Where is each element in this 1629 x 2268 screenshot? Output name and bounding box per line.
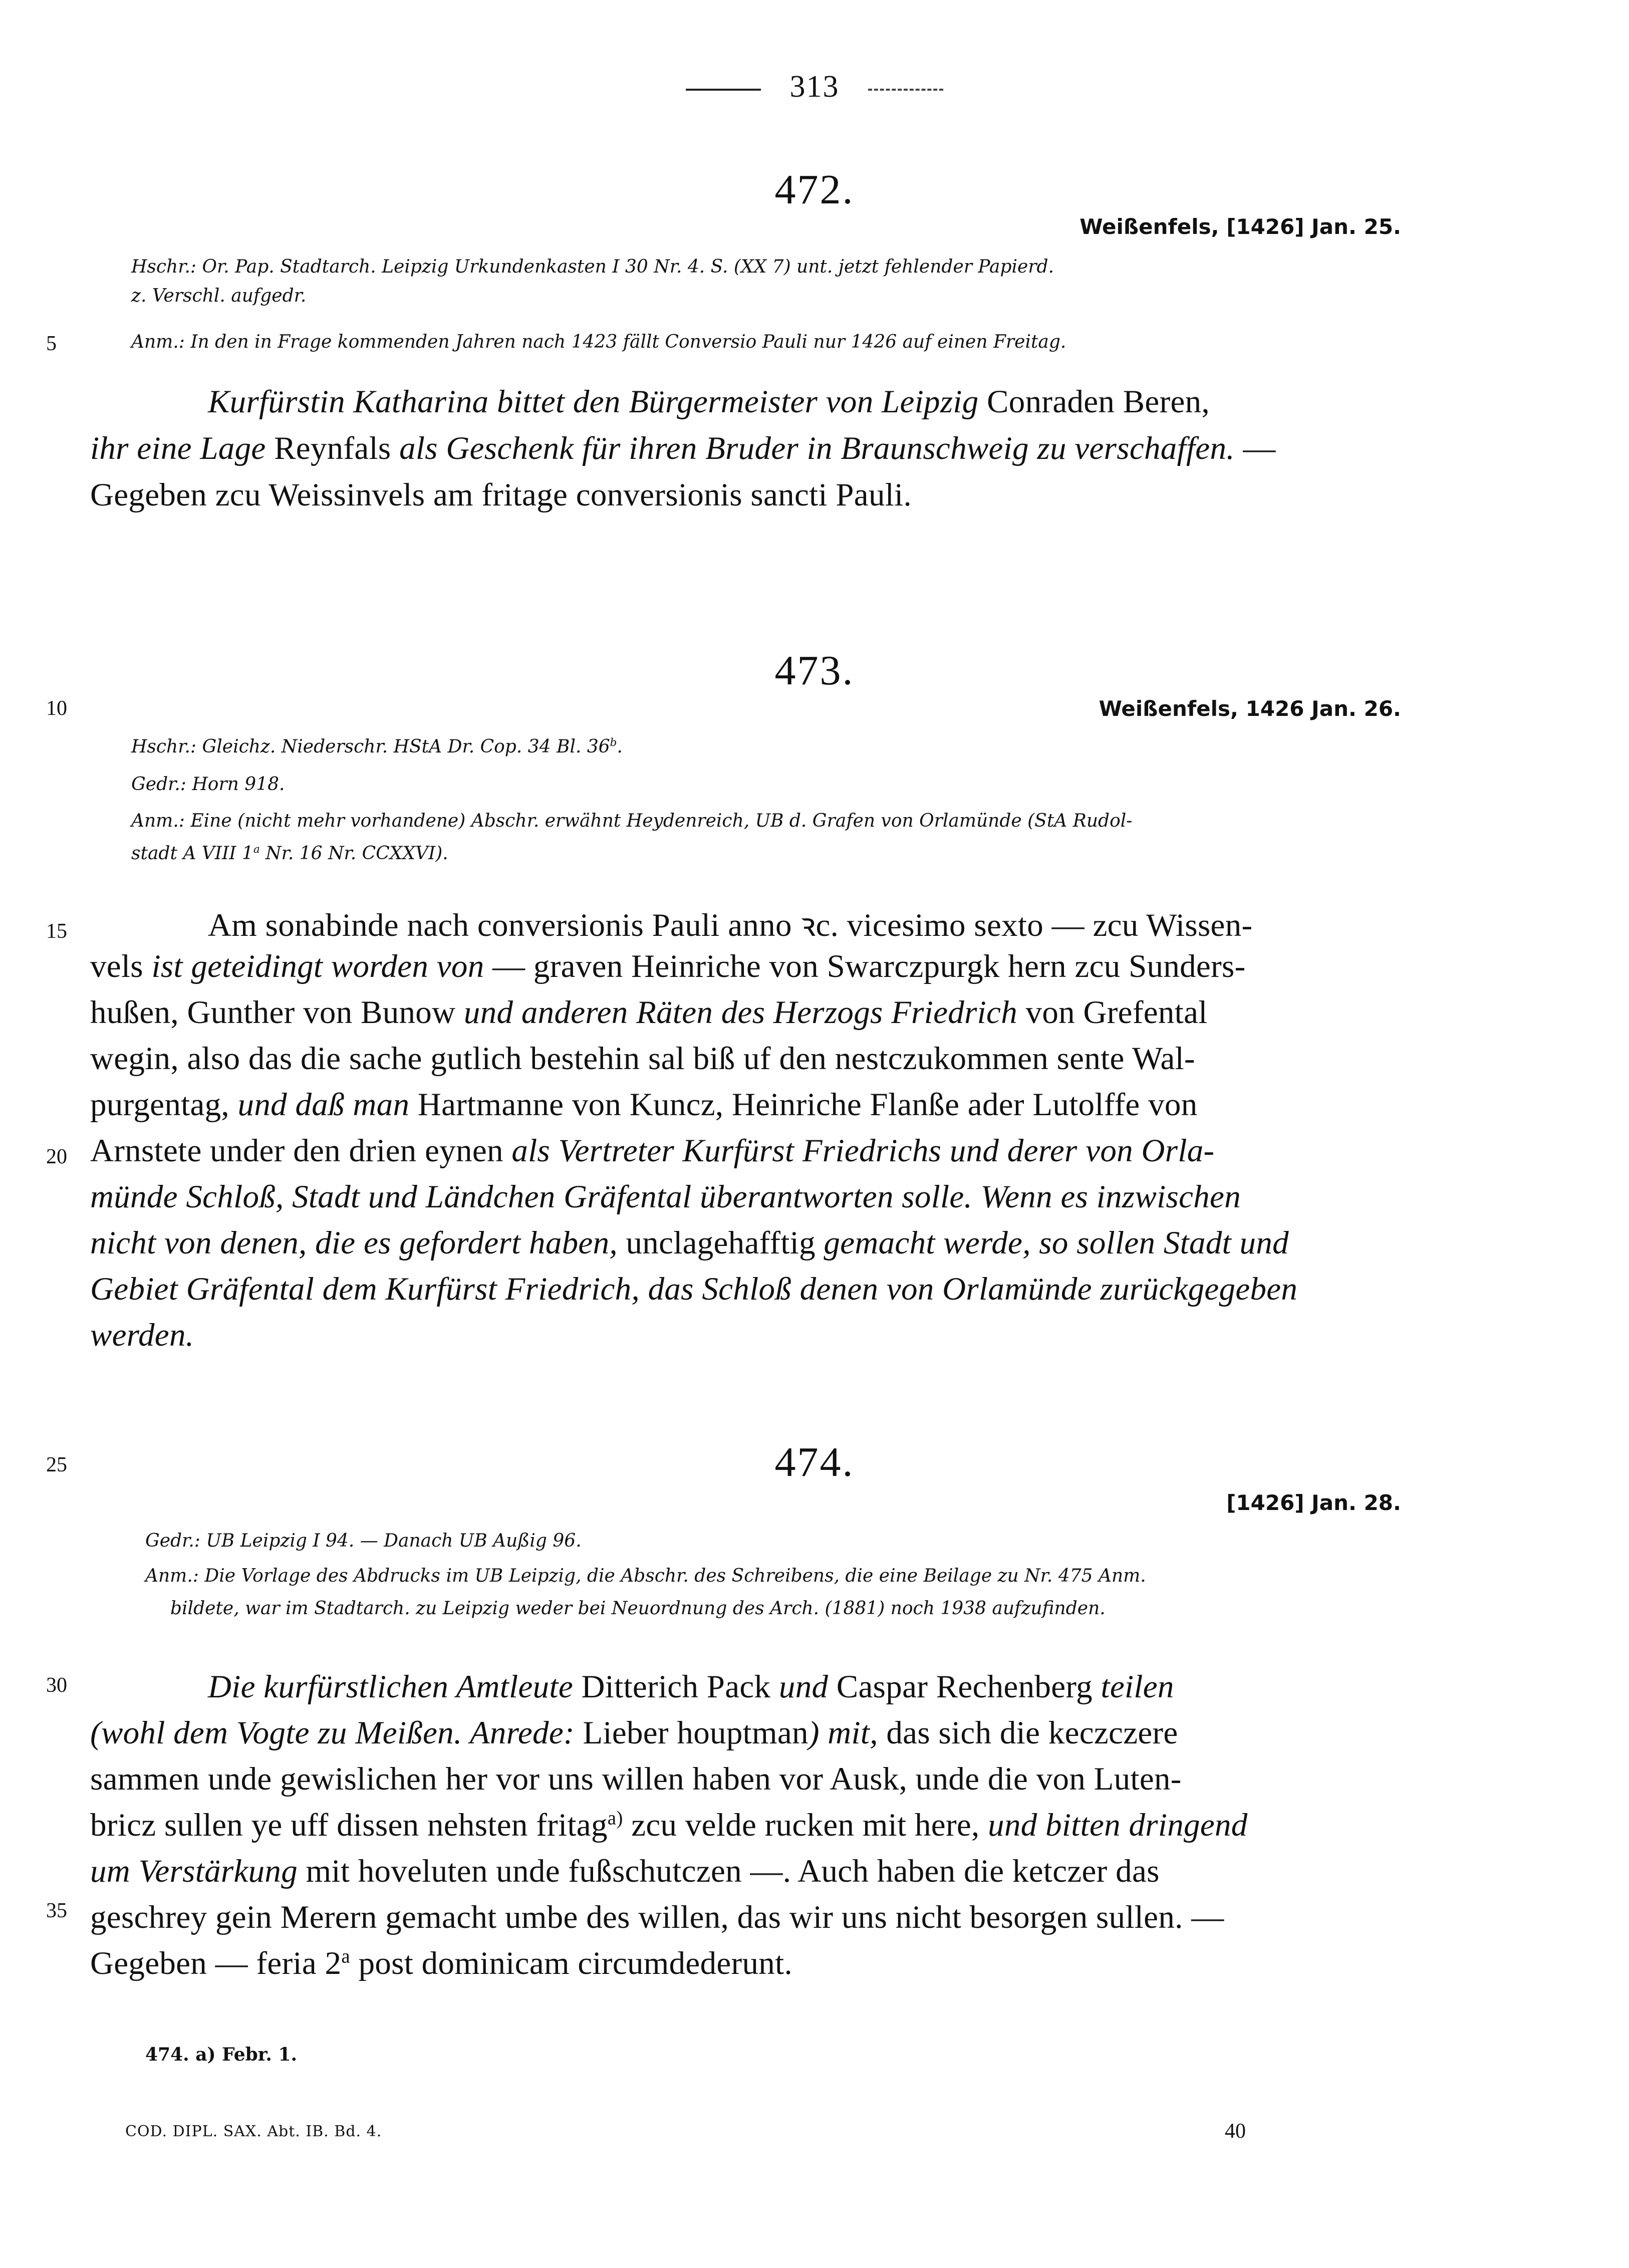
doc474-line-1-seg-2: Ditterich Pack [573, 1669, 779, 1705]
doc473-line-8-seg-3: gemacht werde, so sollen Stadt und [824, 1225, 1289, 1261]
doc-473-dateline: Weißenfels, 1426 Jan. 26. [1099, 696, 1401, 721]
doc-472-dateline: Weißenfels, [1426] Jan. 25. [1079, 214, 1401, 239]
doc472-line-3-seg-1: Gegeben zcu Weissinvels am fritage conversionis sancti Pauli. [90, 477, 912, 513]
doc-473-number: 473. [774, 647, 855, 694]
doc472-line-1-seg-1: Kurfürstin Katharina bittet den Bürgermeister von Leipzig [208, 384, 987, 420]
doc473-line-4 [90, 1040, 1195, 1078]
doc474-line-4 [90, 1807, 1248, 1844]
doc472-line-2-seg-2: Reynfals [274, 430, 400, 466]
doc473-line-2-seg-1: vels [90, 948, 152, 984]
doc473-line-3-seg-2: und anderen Räten des Herzogs Friedrich [463, 994, 1017, 1031]
footnote-text: 474. a) Febr. 1. [145, 2044, 298, 2065]
doc474-line-3-seg-1: sammen unde gewislichen her vor uns willen haben vor Ausk, unde die von Luten- [90, 1761, 1182, 1797]
doc474-line-5 [90, 1853, 1160, 1890]
line-number-30: 30 [46, 1674, 67, 1697]
doc-473-note-1-sup: b [610, 736, 617, 749]
doc474-line-6 [90, 1899, 1224, 1936]
doc474-line-5-seg-1: um Verstärkung [90, 1853, 298, 1889]
doc474-line-2-seg-3: ) mit, [808, 1715, 878, 1751]
page-number: 313 [789, 70, 840, 104]
doc474-line-1-seg-3: und [778, 1669, 829, 1705]
doc474-line-2-seg-4: das sich die keczczere [878, 1715, 1178, 1751]
doc-473-note-4: stadt A VIII 1$^a$ Nr. 16 Nr. CCXXVI). [131, 843, 448, 864]
doc-473-note-4-sup: a [253, 843, 260, 856]
doc474-line-1 [208, 1668, 1174, 1706]
doc473-line-2-seg-2: ist geteidingt worden von [151, 948, 484, 984]
doc472-line-1 [208, 383, 1210, 421]
line-number-5: 5 [46, 332, 57, 355]
doc-472-note-2: z. Verschl. aufgedr. [131, 286, 307, 306]
doc-473-note-1: Hschr.: Gleichz. Niederschr. HStA Dr. Cop. 34 Bl. 36$^b$. [131, 736, 623, 757]
doc472-line-2-seg-1: ihr eine Lage [90, 430, 275, 466]
line-number-15: 15 [46, 920, 67, 943]
line-number-10: 10 [46, 697, 67, 720]
doc473-line-10 [90, 1317, 194, 1354]
doc472-line-2-seg-4: — [1234, 430, 1276, 466]
doc473-line-8-seg-2: unclagehafftig [617, 1225, 824, 1261]
doc473-line-5-seg-3: Hartmanne von Kuncz, Heinriche Flanße ader Lutolffe von [409, 1087, 1198, 1123]
doc473-line-10-seg-1: werden. [90, 1317, 194, 1353]
doc474-line-7-seg-1: Gegeben — feria 2 [90, 1945, 342, 1981]
doc473-line-2 [90, 948, 1246, 985]
doc472-line-2 [90, 430, 1276, 467]
doc473-line-7-seg-1: münde Schloß, Stadt und Ländchen Gräfental überantworten solle. Wenn es inzwischen [90, 1179, 1241, 1215]
doc473-line-4-seg-1: wegin, also das die sache gutlich bestehin sal biß uf den nestczukommen sente Wal- [90, 1041, 1195, 1077]
doc474-line-4-seg-2: a) [607, 1807, 623, 1829]
rule-right [868, 89, 943, 91]
line-number-35: 35 [46, 1899, 67, 1922]
doc473-line-5 [90, 1086, 1198, 1124]
doc-474-dateline: [1426] Jan. 28. [1226, 1490, 1401, 1515]
doc474-line-5-seg-2: mit hoveluten unde fußschutczen —. Auch haben die ketczer das [298, 1853, 1160, 1889]
doc-473-note-4-text: stadt A VIII 1 [131, 843, 253, 864]
doc473-line-3 [90, 994, 1208, 1032]
doc-474-number: 474. [774, 1439, 855, 1485]
doc474-line-6-seg-1: geschrey gein Merern gemacht umbe des willen, das wir uns nicht besorgen sullen. — [90, 1899, 1224, 1935]
doc-474-note-1: Gedr.: UB Leipzig I 94. — Danach UB Außig 96. [145, 1531, 582, 1551]
doc-474-note-2: Anm.: Die Vorlage des Abdrucks im UB Leipzig, die Abschr. des Schreibens, die eine Beilage zu Nr. 475 Anm. [145, 1566, 1146, 1586]
doc472-line-3 [90, 476, 912, 514]
doc473-line-7 [90, 1178, 1241, 1216]
doc473-line-9-seg-1: Gebiet Gräfental dem Kurfürst Friedrich, das Schloß denen von Orlamünde zurückgegeben [90, 1271, 1298, 1307]
running-head [0, 69, 1629, 105]
doc473-line-1 [208, 902, 1252, 946]
doc474-line-3 [90, 1760, 1182, 1798]
doc472-line-1-seg-2: Conraden Beren, [987, 384, 1210, 420]
doc474-line-2 [90, 1714, 1178, 1752]
doc474-line-1-seg-5: teilen [1101, 1669, 1174, 1705]
doc474-line-7-seg-2: a [341, 1945, 351, 1967]
line-number-25: 25 [46, 1453, 67, 1476]
doc473-line-3-seg-1: hußen, Gunther von Bunow [90, 994, 464, 1031]
doc474-line-4-seg-1: bricz sullen ye uff dissen nehsten fritag [90, 1807, 608, 1843]
doc473-line-8-seg-1: nicht von denen, die es gefordert haben, [90, 1225, 618, 1261]
doc-472-number: 472. [774, 166, 855, 213]
doc474-line-4-seg-3: zcu velde rucken mit here, [623, 1807, 988, 1843]
doc473-line-1-seg-1: Am sonabinde nach conversionis Pauli anno ꝛc. vicesimo sexto — zcu Wissen- [208, 907, 1253, 943]
doc-474-note-3: bildete, war im Stadtarch. zu Leipzig weder bei Neuordnung des Arch. (1881) noch 1938 aufzufinden. [170, 1598, 1106, 1619]
doc473-line-6-seg-1: Arnstete under den drien eynen [90, 1133, 512, 1169]
doc472-line-2-seg-3: als Geschenk für ihren Bruder in Braunschweig zu verschaffen. [399, 430, 1235, 466]
doc474-line-4-seg-4: und bitten dringend [988, 1807, 1248, 1843]
doc473-line-6 [90, 1132, 1214, 1170]
doc473-line-2-seg-3: — graven Heinriche von Swarczpurgk hern zcu Sunders- [484, 948, 1246, 984]
doc-473-note-2: Gedr.: Horn 918. [131, 774, 285, 795]
doc474-line-7 [90, 1945, 792, 1982]
doc474-line-1-seg-1: Die kurfürstlichen Amtleute [208, 1669, 573, 1705]
doc474-line-1-seg-4: Caspar Rechenberg [828, 1669, 1101, 1705]
doc473-line-5-seg-1: purgentag, [90, 1087, 238, 1123]
sheet-number: 40 [1225, 2120, 1246, 2143]
doc-473-note-1-text: Hschr.: Gleichz. Niederschr. HStA Dr. Cop. 34 Bl. 36 [131, 736, 610, 757]
footer-signature: COD. DIPL. SAX. Abt. IB. Bd. 4. [125, 2123, 382, 2140]
doc473-line-8 [90, 1224, 1289, 1262]
doc473-line-5-seg-2: und daß man [237, 1087, 410, 1123]
footnote [145, 2044, 297, 2065]
rule-left [686, 89, 761, 91]
doc-472-note-1: Hschr.: Or. Pap. Stadtarch. Leipzig Urkundenkasten I 30 Nr. 4. S. (XX 7) unt. jetzt fehlender Papierd. [131, 257, 1054, 277]
doc-473-note-3: Anm.: Eine (nicht mehr vorhandene) Abschr. erwähnt Heydenreich, UB d. Grafen von Orlamünde (StA Rudol- [131, 811, 1133, 831]
line-number-20: 20 [46, 1145, 67, 1168]
doc473-line-3-seg-3: von Grefental [1017, 994, 1208, 1031]
doc-472-note-3: Anm.: In den in Frage kommenden Jahren nach 1423 fällt Conversio Pauli nur 1426 auf einen Freitag. [131, 332, 1066, 352]
doc473-line-9 [90, 1271, 1297, 1308]
doc474-line-2-seg-2: Lieber houptman [574, 1715, 808, 1751]
doc474-line-2-seg-1: (wohl dem Vogte zu Meißen. Anrede: [90, 1715, 575, 1751]
doc474-line-7-seg-3: post dominicam circumdederunt. [350, 1945, 792, 1981]
doc473-line-6-seg-2: als Vertreter Kurfürst Friedrichs und derer von Orla- [511, 1133, 1215, 1169]
